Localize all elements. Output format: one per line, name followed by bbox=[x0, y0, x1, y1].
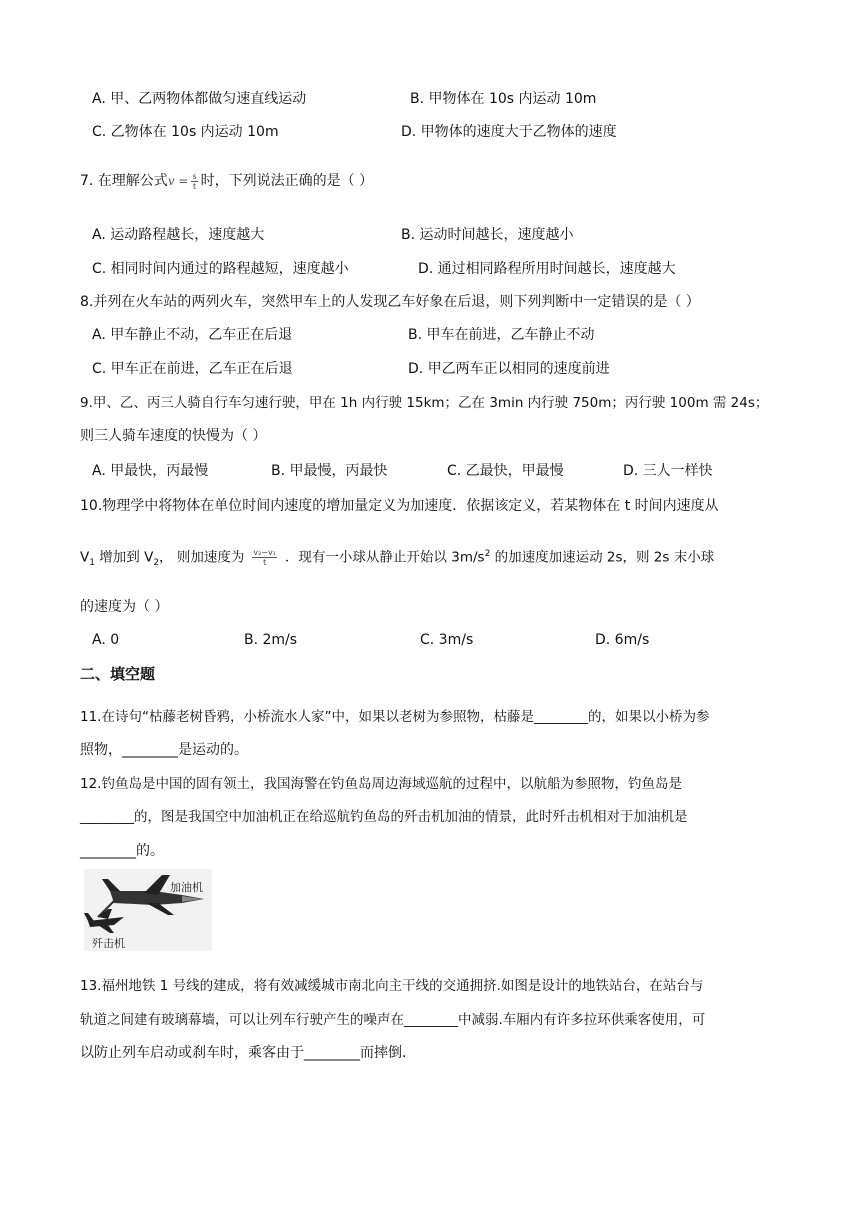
q7-formula-lhs: v = bbox=[167, 174, 189, 188]
q10-squared: 2 bbox=[484, 549, 491, 559]
q9-option-b[interactable]: B. 甲最慢，丙最快 bbox=[271, 463, 388, 479]
q13-line2: 轨道之间建有玻璃幕墙，可以让列车行驶产生的噪声在________中减弱.车厢内有许多拉环供乘客使用，可 bbox=[80, 1012, 706, 1028]
fighter-label: 歼击机 bbox=[92, 937, 125, 950]
tanker-label: 加油机 bbox=[170, 881, 203, 894]
section-heading-fill-in: 二、填空题 bbox=[80, 665, 156, 683]
q10-option-c[interactable]: C. 3m/s bbox=[420, 632, 474, 648]
q6-option-a[interactable]: A. 甲、乙两物体都做匀速直线运动 bbox=[92, 91, 307, 107]
q10-mid1: 增加到 V bbox=[94, 549, 154, 566]
q8-option-b[interactable]: B. 甲车在前进，乙车静止不动 bbox=[408, 327, 595, 343]
q6-option-c[interactable]: C. 乙物体在 10s 内运动 10m bbox=[92, 124, 279, 140]
q12-line2: ________的，图是我国空中加油机正在给巡航钓鱼岛的歼击机加油的情景，此时歼击机相对于加油机是 bbox=[80, 809, 688, 825]
q7-formula-fraction bbox=[191, 172, 197, 191]
q13-line3: 以防止列车启动或刹车时，乘客由于________而摔倒. bbox=[80, 1045, 407, 1061]
q8-option-d[interactable]: D. 甲乙两车正以相同的速度前进 bbox=[408, 361, 610, 377]
q10-mid2: ， 则加速度为 bbox=[159, 549, 245, 566]
q12-line1: 12.钓鱼岛是中国的固有领土，我国海警在钓鱼岛周边海域巡航的过程中，以航船为参照物，钓鱼岛是 bbox=[80, 776, 682, 792]
q11-line2: 照物，________是运动的。 bbox=[80, 742, 248, 758]
refueling-figure bbox=[84, 869, 212, 951]
q7-stem bbox=[80, 171, 373, 191]
q10-v1: V bbox=[80, 549, 90, 566]
q8-stem: 8.并列在火车站的两列火车，突然甲车上的人发现乙车好象在后退，则下列判断中一定错误的是（ ） bbox=[80, 294, 700, 310]
q10-v2-sub: 2 bbox=[153, 558, 160, 569]
q13-line1: 13.福州地铁 1 号线的建成，将有效减缓城市南北向主干线的交通拥挤.如图是设计的地铁站台，在站台与 bbox=[80, 978, 704, 994]
q10-mid4: 的加速度加速运动 2s，则 2s 末小球 bbox=[490, 549, 715, 566]
q10-v1-sub: 1 bbox=[89, 558, 95, 569]
q10-frac-num: v₂−v₁ bbox=[253, 548, 276, 557]
q9-stem-line1: 9.甲、乙、丙三人骑自行车匀速行驶，甲在 1h 内行驶 15km；乙在 3min 内行驶 750m；丙行驶 100m 需 24s； bbox=[80, 395, 769, 411]
q8-option-c[interactable]: C. 甲车正在前进，乙车正在后退 bbox=[92, 361, 293, 377]
q7-stem-post: 时，下列说法正确的是（ ） bbox=[200, 173, 374, 189]
q7-frac-num: s bbox=[192, 171, 197, 181]
q7-option-c[interactable]: C. 相同时间内通过的路程越短，速度越小 bbox=[92, 261, 349, 277]
q6-option-b[interactable]: B. 甲物体在 10s 内运动 10m bbox=[410, 91, 597, 107]
q7-option-b[interactable]: B. 运动时间越长，速度越小 bbox=[401, 227, 574, 243]
q7-stem-pre: 7. 在理解公式 bbox=[80, 173, 168, 189]
q9-option-c[interactable]: C. 乙最快，甲最慢 bbox=[447, 463, 564, 479]
q10-option-b[interactable]: B. 2m/s bbox=[244, 632, 298, 648]
q9-option-a[interactable]: A. 甲最快，丙最慢 bbox=[92, 463, 209, 479]
q7-frac-den: t bbox=[192, 181, 197, 191]
q10-mid3: ．现有一小球从静止开始以 3m/s bbox=[284, 549, 485, 566]
q12-line3: ________的。 bbox=[80, 843, 164, 859]
q6-option-d[interactable]: D. 甲物体的速度大于乙物体的速度 bbox=[401, 124, 617, 140]
q7-option-d[interactable]: D. 通过相同路程所用时间越长，速度越大 bbox=[418, 261, 676, 277]
q10-option-d[interactable]: D. 6m/s bbox=[595, 632, 650, 648]
q9-stem-line2: 则三人骑车速度的快慢为（ ） bbox=[80, 428, 267, 444]
q10-stem-line2 bbox=[80, 544, 714, 573]
q10-accel-fraction bbox=[252, 548, 277, 567]
q10-option-a[interactable]: A. 0 bbox=[92, 632, 120, 648]
q8-option-a[interactable]: A. 甲车静止不动，乙车正在后退 bbox=[92, 327, 293, 343]
q10-frac-den: t bbox=[263, 558, 267, 567]
q10-stem-line1: 10.物理学中将物体在单位时间内速度的增加量定义为加速度．依据该定义，若某物体在 t 时间内速度从 bbox=[80, 498, 719, 514]
q9-option-d[interactable]: D. 三人一样快 bbox=[623, 463, 713, 479]
q11-line1: 11.在诗句“枯藤老树昏鸦，小桥流水人家”中，如果以老树为参照物，枯藤是________的，如果以小桥为参 bbox=[80, 709, 710, 725]
q10-stem-line3: 的速度为（ ） bbox=[80, 599, 169, 615]
q7-option-a[interactable]: A. 运动路程越长，速度越大 bbox=[92, 227, 265, 243]
